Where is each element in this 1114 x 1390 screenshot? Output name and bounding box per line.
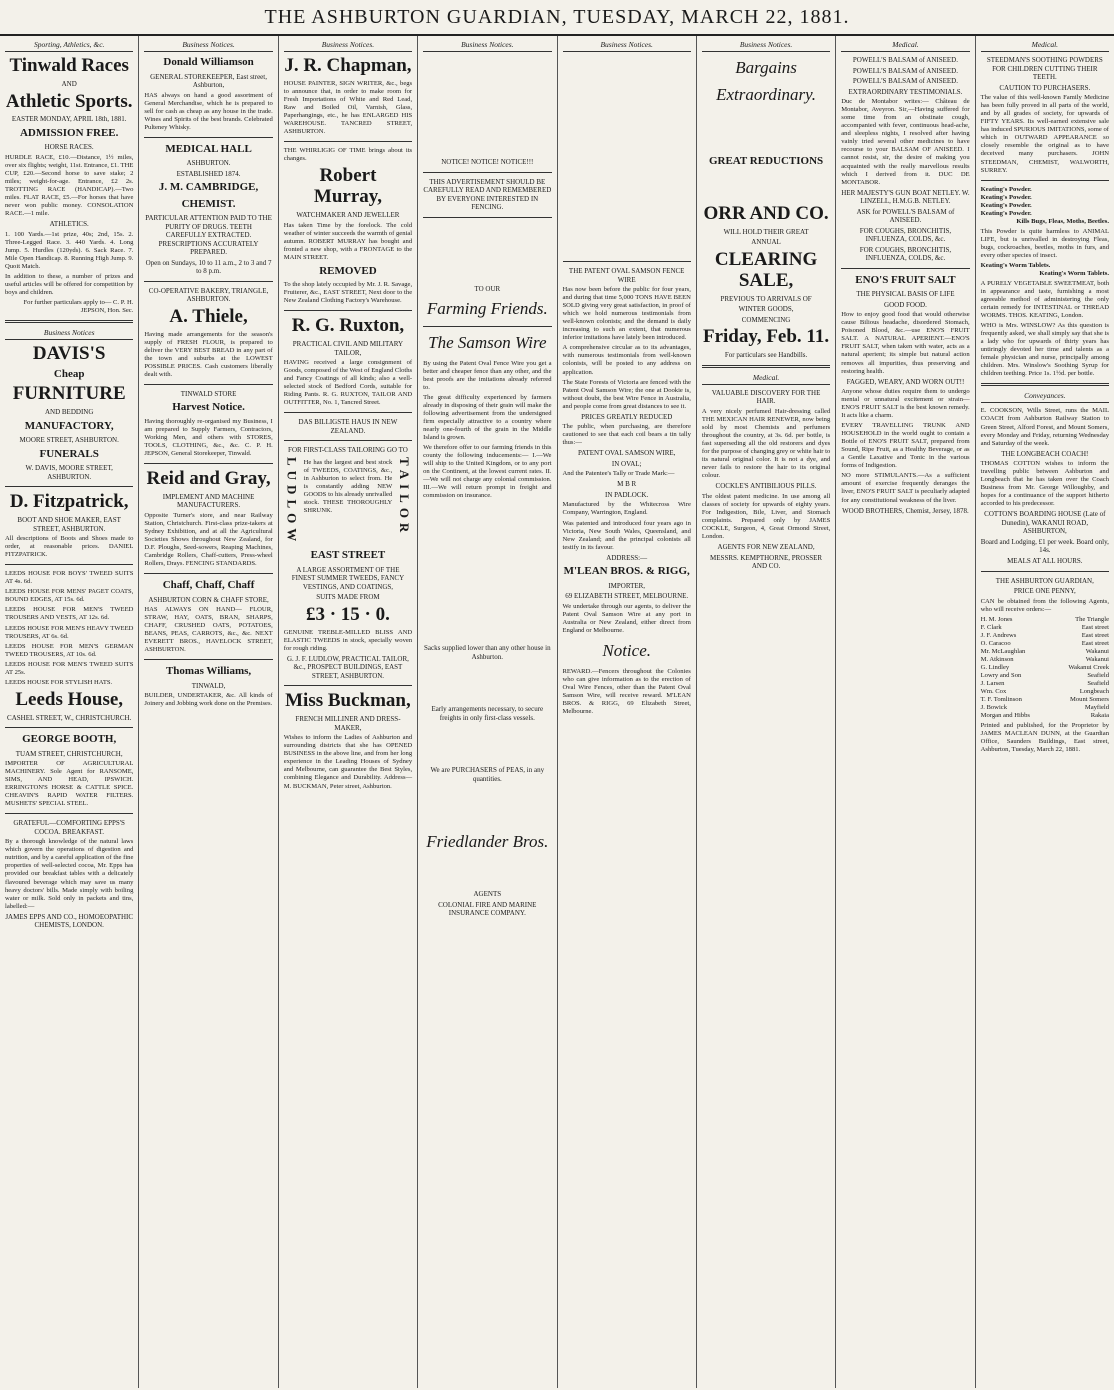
agents-list <box>981 616 1109 720</box>
agent-name: J. Larsen <box>980 679 1005 687</box>
ad-subtitle: DAS BILLIGSTE HAUS IN NEW ZEALAND. <box>298 418 398 435</box>
agent-name: Wm. Cox <box>980 687 1007 695</box>
ad-title: D. Fitzpatrick, <box>9 491 129 513</box>
list-item <box>981 656 1109 664</box>
ad-text: This Powder is quite harmless to ANIMAL LIFE, but is unrivalled in destroying Fleas, bugs, cockroaches, beetles, moths in furs, and every other species of insect. <box>980 227 1109 259</box>
ad-text: To the shop lately occupied by Mr. J. R. Savage, Fruiterer, &c., EAST STREET, Next door to the New Zealand Clothing Factory's Warehouse. <box>283 281 413 305</box>
ad-text: Having made arrangements for the season's supply of FRESH FLOUR, is prepared to deliver the VERY BEST BREAD in any part of the town and suburbs at the LOWEST POSSIBLE PRICES. Cash customers liberally dealt with. <box>144 330 273 378</box>
agent-place: Rakaia <box>1090 712 1109 719</box>
ad-subtitle: CO-OPERATIVE BAKERY, TRIANGLE, ASHBURTON. <box>148 286 269 304</box>
ad-subtitle: THE PATENT OVAL SAMSON FENCE WIRE <box>568 267 685 284</box>
column-head: Business Notices. <box>284 40 412 52</box>
list-item: Keating's Powder. <box>980 193 1032 201</box>
ad-text: And the Patentee's Tally or Trade Mark:— <box>562 470 675 478</box>
column-6 <box>697 36 836 1388</box>
ad-text: ASK for POWELL'S BALSAM of ANISEED. <box>856 207 955 225</box>
ad-text: PATENT OVAL SAMSON WIRE, <box>577 449 676 458</box>
ad-text: CAN be obtained from the following Agents, who will receive orders:— <box>980 597 1109 613</box>
list-item: LEEDS HOUSE FOR MEN'S GERMAN TWEED TROUSERS, AT 10s. 6d. <box>5 642 134 658</box>
ad-text: IN OVAL; <box>611 459 642 468</box>
column-3 <box>279 36 418 1388</box>
ad-subtitle: COCKLE'S ANTIBILIOUS PILLS. <box>715 482 817 491</box>
ad-text: HER MAJESTY'S GUN BOAT NETLEY. W. LINZELL, H.M.G.B. NETLEY. <box>841 188 970 206</box>
ad-subtitle: PRACTICAL CIVIL AND MILITARY TAILOR, <box>292 340 404 357</box>
ad-subtitle: GOOD FOOD. <box>884 300 927 309</box>
ad-text: Sacks supplied lower than any other house in Ashburton. <box>424 644 551 661</box>
list-item <box>981 664 1109 672</box>
column-head: Business Notices <box>5 328 133 340</box>
ad-text: A LARGE ASSORTMENT OF THE FINEST SUMMER TWEEDS, FANCY VESTINGS, AND COATINGS, <box>291 565 405 591</box>
ad-text: ANNUAL <box>751 238 781 247</box>
vertical-text: LUDLOW <box>284 457 300 547</box>
ad-subtitle: FUNERALS <box>39 447 99 460</box>
agent-name: O. Caracoo <box>980 639 1011 647</box>
ad-title: Miss Buckman, <box>285 690 411 712</box>
section-head: ATHLETICS. <box>49 220 89 229</box>
agent-name: H. M. Jones <box>980 615 1013 623</box>
ad-text: Anyone whose duties require them to undergo mental or unnatural excitement or strain—ENO'S FRUIT SALT is the best known remedy. It acts like a charm. <box>841 388 970 420</box>
ad-subtitle: ADMISSION FREE. <box>19 126 119 139</box>
ad-title: Thomas Williams, <box>165 665 252 678</box>
ad-text: In addition to these, a number of prizes and useful articles will be offered for competition by boys and children. <box>5 272 134 296</box>
list-item: LEEDS HOUSE FOR MEN'S HEAVY TWEED TROUSERS, AT 6s. 6d. <box>5 624 134 640</box>
column-head: Business Notices. <box>563 40 691 52</box>
ad-title: DAVIS'S <box>32 343 106 365</box>
column-head: Conveyances. <box>981 391 1109 403</box>
ad-text: W. DAVIS, MOORE STREET, ASHBURTON. <box>25 464 113 481</box>
agent-place: Wakanui <box>1085 655 1109 663</box>
ad-subtitle: ASHBURTON CORN & CHAFF STORE, <box>148 595 269 604</box>
ad-title: J. R. Chapman, <box>284 55 412 77</box>
agent-place: Wakanui <box>1085 647 1109 655</box>
agent-place: East street <box>1081 639 1109 647</box>
agent-place: Mayfield <box>1084 703 1109 711</box>
ad-text: He has the largest and best stock of TWEEDS, COATINGS, &c., in Ashburton to select from. He is constantly adding NEW GOODS to his already unrivalled stock. THESE THOROUGHLY SHRUNK. <box>303 459 393 515</box>
agent-place: Longbeach <box>1079 687 1109 695</box>
imprint: Printed and published, for the Proprietor by JAMES MACLEAN DUNN, at the Guardian Office, Saunders Buildings, East street, Ashburton, Tuesday, March 22, 1881. <box>980 722 1109 754</box>
ad-text: GENERAL STOREKEEPER, East street, Ashburton, <box>150 72 267 90</box>
list-item <box>981 704 1109 712</box>
ad-text: BUILDER, UNDERTAKER, &c. All kinds of Joinery and Jobbing work done on the Premises. <box>144 692 273 708</box>
agent-name: F. Clark <box>980 623 1002 631</box>
ad-text: G. J. F. LUDLOW, PRACTICAL TAILOR, &c., PROSPECT BUILDINGS, EAST STREET, ASHBURTON. <box>286 654 409 680</box>
ad-text: HURDLE RACE, £10.—Distance, 1½ miles, over six flights; weight, 11st. Entrance, £1. THE CUP, £20.—Second horse to save stake; 2 miles; weight-for-age. Entrance, £2 2s. TROTTING RACE (HANDICAP).—Two miles. FLAT RACE, £5.—For horses that have never won public money. CONSOLATION RACE.—1 mile. <box>5 153 134 218</box>
ad-text: HAVING received a large consignment of Goods, composed of the West of England Cloths and Fancy Coatings of all kinds; also a well-selected stock of Bedford Cords, suitable for Riding Pants. R. G. RUXTON, TAILOR AND OUTFITTER, No. 1, Tancred Street. <box>283 359 413 407</box>
ad-subtitle: GRATEFUL—COMFORTING EPPS'S COCOA. BREAKFAST. <box>13 819 125 836</box>
list-item <box>981 624 1109 632</box>
vertical-text: TAILOR <box>397 457 413 538</box>
list-item: LEEDS HOUSE FOR MENS' PAGET COATS, BOUND EDGES, AT 15s. 6d. <box>5 588 134 604</box>
ad-text: BOOT AND SHOE MAKER, EAST STREET, ASHBURTON. <box>17 516 121 533</box>
list-item: Keating's Powder. <box>980 185 1032 193</box>
ad-text: The State Forests of Victoria are fenced with the Patent Oval Samson Wire; the one at Dookie is, without doubt, the best Wire Fence in Australia, and people come from great distances to see it. <box>562 378 691 410</box>
ad-text: MOORE STREET, ASHBURTON. <box>19 436 119 445</box>
ad-text: WHO is Mrs. WINSLOW? As this question is frequently asked, we shall simply say that she is a lady who for upwards of thirty years has untiringly devoted her time and talents as a female physician and nurse, principally among children. Mrs. Winslow's Soothing Syrup for children teething. Price 1s. 1½d. per bottle. <box>980 322 1109 378</box>
ad-text: The public, when purchasing, are therefore cautioned to see that each coil bears a tin tally thus:— <box>562 423 691 447</box>
ad-title: ENO'S FRUIT SALT <box>855 273 956 286</box>
ad-title: FURNITURE <box>12 383 126 405</box>
ad-text: The great difficulty experienced by farmers already in disposing of their grain will make the following advertisement from the undersigned firm especially attractive to a country where nearly one-fourth of the grain in the Middle Island is grown. <box>423 393 552 442</box>
ad-title: Donald Williamson <box>163 56 254 69</box>
list-item <box>981 672 1109 680</box>
ad-text: Having thoroughly re-organised my Business, I am prepared to Supply Farmers, Contractors, Working Men, and others with STORES, TOOLS, CLOTHING, &c., &c. C. P. H. JEPSON, General Storekeeper, Tinwald. <box>144 417 273 457</box>
ad-title: Leeds House, <box>15 688 124 710</box>
ad-subtitle: THE PHYSICAL BASIS OF LIFE <box>856 290 955 299</box>
ad-text: COLONIAL FIRE AND MARINE INSURANCE COMPANY. <box>438 900 537 918</box>
ad-text: MEALS AT ALL HOURS. <box>1007 556 1083 565</box>
ad-text: TUAM STREET, CHRISTCHURCH, <box>15 749 123 758</box>
ad-text: ASHBURTON. <box>186 159 231 168</box>
ad-text: Board and Lodging, £1 per week. Board only, 14s. <box>980 537 1109 555</box>
ad-text: HAS always on hand a good assortment of General Merchandise, which he is prepared to sell for cash as cheap as any house in the trade. Wines and Spirits of the best brands. Celebrated Pulteney Whisky. <box>144 91 273 131</box>
agent-name: M. Atkinson <box>980 655 1014 663</box>
ad-text: REWARD.—Fencers throughout the Colonies who can give information as to the erection of Oval Wire Fences, other than the Patent Oval Samson Wire, will receive reward. M'LEAN BROS. & RIGG, 69 Elizabeth Street, Melbourne. <box>562 667 691 715</box>
section-head: HORSE RACES. <box>44 143 94 152</box>
ad-title: Bargains <box>735 58 797 78</box>
list-item: Keating's Powder. <box>980 201 1032 209</box>
ad-title: Robert Murray, <box>313 165 382 208</box>
list-item: POWELL'S BALSAM of ANISEED. <box>852 77 958 86</box>
ad-title: Friday, Feb. 11. <box>702 326 830 348</box>
ad-title: M'LEAN BROS. & RIGG, <box>563 565 690 578</box>
agent-name: J. Bowick <box>980 703 1007 711</box>
ad-subtitle: FRENCH MILLINER AND DRESS-MAKER, <box>295 715 401 732</box>
agent-name: G. Lindley <box>980 663 1010 671</box>
ad-text: Manufactured by the Whitecross Wire Company, Warrington, England. <box>562 501 691 517</box>
list-item: FOR COUGHS, BRONCHITIS, INFLUENZA, COLDS, &c. <box>859 226 952 244</box>
ad-text: IMPORTER, <box>608 581 646 590</box>
agent-name: T. F. Tomlinson <box>980 695 1022 703</box>
column-8 <box>976 36 1114 1388</box>
agent-name: J. F. Andrews <box>980 631 1017 639</box>
list-item: POWELL'S BALSAM of ANISEED. <box>852 66 958 75</box>
list-item <box>981 648 1109 656</box>
ad-title: Extraordinary. <box>716 84 817 104</box>
ad-text: Early arrangements necessary, to secure freights in only first-class vessels. <box>431 705 544 722</box>
ludlow-block <box>284 457 412 546</box>
ad-title: Friedlander Bros. <box>426 831 549 851</box>
list-item: LEEDS HOUSE FOR MEN'S TWEED SUITS AT 25s. <box>5 660 134 676</box>
ad-text: IN PADLOCK. <box>605 490 649 499</box>
ad-text: For further particulars apply to— C. P. H. JEPSON, Hon. Sec. <box>23 298 134 314</box>
column-head: Medical. <box>702 373 830 385</box>
ad-text: The oldest patent medicine. In use among all classes of society for upwards of eighty years. For Indigestion, Bile, Liver, and Stomach complaints. Prepared only by JAMES COCKLE, Surgeon, 4, Great Ormond Street, London. <box>701 492 831 540</box>
ad-text: ESTABLISHED 1874. <box>176 169 241 178</box>
ad-subtitle: Keating's Worm Tablets. <box>980 261 1051 269</box>
ad-subtitle: Keating's Worm Tablets. <box>1039 269 1109 277</box>
ad-text: CASHEL STREET, W., CHRISTCHURCH. <box>7 713 132 722</box>
ad-text: Was patented and introduced four years ago in Victoria, New South Wales, Queensland, and New Zealand; and the principal colonists all testify in its favour. <box>562 519 691 551</box>
ad-title: J. M. CAMBRIDGE, <box>158 181 259 194</box>
column-head: Business Notices. <box>144 40 272 52</box>
ad-subtitle: Cheap <box>53 368 85 381</box>
list-item <box>981 688 1109 696</box>
ad-text: ADDRESS:— <box>606 553 648 562</box>
ad-text: Wishes to inform the Ladies of Ashburton and surrounding districts that she has OPENED BUSINESS in the above line, and from her long experience in the Leading Houses of Sydney and Melbourne, can guarantee the Best Styles, combining Elegance and Durability. Address—M. BUCKMAN, Peter street, Ashburton. <box>283 734 413 790</box>
column-7 <box>836 36 975 1388</box>
ad-subtitle: CAUTION TO PURCHASERS. <box>999 83 1091 92</box>
ad-text: A comprehensive circular as to its advantages, with numerous testimonials from well-known colonists, will be posted to any address on application. <box>562 344 691 376</box>
ad-text: M B R <box>617 480 637 489</box>
ad-title: Chaff, Chaff, Chaff <box>162 579 255 592</box>
column-4 <box>418 36 557 1388</box>
ad-text: IMPORTER OF AGRICULTURAL MACHINERY. Sole Agent for RANSOME, SIMS, AND HEAD, IPSWICH. ERRINGTON'S HORSE & CATTLE SPICE. CHEAVIN'S RAPID WATER FILTERS. MUSHETS' SPECIAL STEEL. <box>5 760 134 808</box>
ad-text: 1. 100 Yards.—1st prize, 40s; 2nd, 15s. 2. Three-Legged Race. 3. 440 Yards. 4. Long Jump. 5. Hurdles (120yds). 6. Sack Race. 7. Mile Open Handicap. 8. Running High Jump. 9. Quoit Match. <box>5 230 134 270</box>
column-head: Business Notices. <box>702 40 830 52</box>
agent-place: Mount Somers <box>1069 695 1109 703</box>
list-item: Keating's Powder. <box>980 209 1032 217</box>
ad-subtitle: TINWALD, <box>191 681 226 690</box>
ad-text: HAS ALWAYS ON HAND— FLOUR, STRAW, HAY, OATS, BRAN, SHARPS, CHAFF, CRUSHED OATS, POTATOES, BEANS, PEAS, CARROTS, &c., &c. NEXT EVERETT BROS., HAVELOCK STREET, ASHBURTON. <box>144 606 273 654</box>
ad-title: R. G. Ruxton, <box>291 315 405 337</box>
ad-text: WOOD BROTHERS, Chemist, Jersey, 1878. <box>842 506 969 515</box>
ad-text: AGENTS <box>473 890 502 899</box>
list-item <box>981 680 1109 688</box>
ad-text: Opposite Turner's store, and near Railway Station, Christchurch. First-class prize-takers at Sydney Exhibition, and at all the Agricultural Societies Shows throughout New Zealand, for D.F. Ploughs, Seed-sowers, Reaping Machines, Cambridge Rollers, Chaff-cutters, Press-wheel Rollers, Drays. FENCING STANDARDS. <box>144 511 273 568</box>
column-head: Business Notices. <box>423 40 551 52</box>
agent-place: Seafield <box>1087 671 1109 679</box>
list-item: FOR COUGHS, BRONCHITIS, INFLUENZA, COLDS, &c. <box>859 245 952 263</box>
ad-subtitle: WATCHMAKER AND JEWELLER <box>296 211 400 220</box>
ad-text: For particulars see Handbills. <box>724 351 808 360</box>
ad-subtitle: COTTON'S BOARDING HOUSE (Late of Dunedin), WAKANUI ROAD, ASHBURTON, <box>984 510 1106 536</box>
columns <box>0 36 1114 1388</box>
list-item: LEEDS HOUSE FOR BOYS' TWEED SUITS AT 4s. 6d. <box>5 570 134 586</box>
ad-text: The value of this well-known Family Medicine has been fully proved in all parts of the world, and by all grades of society, for upwards of FIFTY YEARS. Its well-earned extensive sale has induced SPURIOUS IMITATIONS, some of which in OUTWARD APPEARANCE so closely resemble the original as to have deceived many purchasers. JOHN STEEDMAN, CHEMIST, WALWORTH, SURREY. <box>980 94 1109 174</box>
ad-title: Tinwald Races <box>9 55 129 77</box>
list-item <box>981 696 1109 704</box>
ad-text: HOUSE PAINTER, SIGN WRITER, &c., begs to announce that, in order to make room for Fresh Importations of White and Red Lead, Raw and Boiled Oil, Varnish, Glass, Paperhangings, etc., he has ENLARGED HIS WAREHOUSE. TANCRED STREET, ASHBURTON. <box>283 80 413 136</box>
ad-text: MESSRS. KEMPTHORNE, PROSSER AND CO. <box>710 553 823 571</box>
column-5 <box>558 36 697 1388</box>
price: £3 · 15 · 0. <box>305 603 390 625</box>
agent-place: East street <box>1081 623 1109 631</box>
list-item: LEEDS HOUSE FOR STYLISH HATS. <box>5 678 113 686</box>
ad-text: We are PURCHASERS of PEAS, in any quantities. <box>430 766 545 783</box>
ad-text: THOMAS COTTON wishes to inform the travelling public between Ashburton and Longbeach that he has taken over the Coach Business from Mr. George Willoughby, and hopes for a continuance of the support hitherto accorded to his predecessor. <box>980 460 1109 508</box>
ad-text: Duc de Montabor writes:— Château de Montabor, Aveyron. Sir,—Having suffered for some time from an obstinate cough, accompanied with fever, continuous head-ache, and sleepless nights, I resolved after having vainly tried several other medicines to have recourse to your BALSAM OF ANISEED. I cannot resist, sir, the desire of making you acquainted with the really marvellous results which I derived from it. DUC DE MONTABOR. <box>841 98 970 186</box>
list-item <box>981 640 1109 648</box>
ad-title: Reid and Gray, <box>146 468 271 489</box>
ad-subtitle: EAST STREET <box>310 549 386 562</box>
ad-subtitle: IMPLEMENT AND MACHINE MANUFACTURERS. <box>162 492 255 510</box>
ad-subtitle: REMOVED <box>319 264 377 277</box>
ad-text: WINTER GOODS, <box>738 305 794 314</box>
ad-text: By using the Patent Oval Fence Wire you get a better and cheaper fence than any other, and the best proofs are the imitations already referred to. <box>423 359 552 391</box>
agent-name: Morgan and Hibbs <box>980 712 1030 719</box>
ad-text: E. COOKSON, Wills Street, runs the MAIL COACH from Ashburton Railway Station to Green Street, Alford Forest, and Mount Somers, every Monday and Friday, returning Wednesday and Saturday of the week. <box>980 407 1109 447</box>
ad-title: Farming Friends. <box>426 299 548 319</box>
ad-subtitle: THE ASHBURTON GUARDIAN, <box>995 576 1094 585</box>
ad-text: AND <box>61 80 77 89</box>
ad-text: All descriptions of Boots and Shoes made to order, at reasonable prices. DANIEL FITZPATRICK. <box>5 535 134 559</box>
column-head: Medical. <box>981 40 1109 52</box>
ad-title: GREAT REDUCTIONS <box>708 154 824 167</box>
ad-text: EVERY TRAVELLING TRUNK AND HOUSEHOLD in the world ought to contain a Bottle of ENO'S FRUIT SALT, prepared from Sound, Ripe Fruit, as a Healthy Beverage, or as a Gentle Laxative and Tonic in the various forms of Indigestion. <box>841 422 970 470</box>
ad-title: Harvest Notice. <box>172 401 245 414</box>
ad-text: Kills Bugs, Fleas, Moths, Beetles. <box>1016 217 1109 225</box>
ad-text: PRICE ONE PENNY, <box>1013 587 1076 596</box>
ad-text: A very nicely perfumed Hair-dressing called THE MEXICAN HAIR RENEWER, now being sold by most Chemists and perfumers throughout the country, at 3s. 6d. per bottle, is fast superseding all the old restorers and dyes for the purpose of changing grey or white hair to its natural original color. It is not a dye, and never fails to restore the hair to its original colour. <box>701 407 831 480</box>
list-item <box>981 712 1109 720</box>
ad-text: A PURELY VEGETABLE SWEETMEAT, both in appearance and taste, furnishing a most agreeable method of administering the only certain remedy for INTESTINAL or THREAD WORMS. THOS. KEATING, London. <box>980 279 1109 320</box>
agent-name: Lowry and Son <box>980 671 1022 679</box>
ad-text: Open on Sundays, 10 to 11 a.m., 2 to 3 and 7 to 8 p.m. <box>145 258 272 276</box>
column-head: Medical. <box>841 40 969 52</box>
ad-title: GEORGE BOOTH, <box>22 733 117 746</box>
ad-title: A. Thiele, <box>169 305 248 327</box>
ad-text: 69 ELIZABETH STREET, MELBOURNE. <box>565 592 689 601</box>
list-item <box>981 616 1109 624</box>
ad-subtitle: TINWALD STORE <box>180 389 237 398</box>
column-2 <box>139 36 278 1388</box>
ad-title: Notice. <box>602 640 651 660</box>
ad-subtitle: EXTRAORDINARY TESTIMONIALS. <box>848 87 963 96</box>
ad-subtitle: VALUABLE DISCOVERY FOR THE HAIR. <box>711 388 821 406</box>
ad-title: Athletic Sports. <box>5 90 133 112</box>
ad-text: PREVIOUS TO ARRIVALS OF <box>720 294 812 303</box>
ad-text: THIS ADVERTISEMENT SHOULD BE CAREFULLY READ AND REMEMBERED BY EVERYONE INTERESTED IN FENCING. <box>423 177 552 212</box>
ad-text: By a thorough knowledge of the natural laws which govern the operations of digestion and nutrition, and by a careful application of the fine properties of well-selected cocoa, Mr. Epps has provided our breakfast tables with a delicately flavoured beverage which may save us many heavy doctors' bills. Made simply with boiling water or milk. Sold only in packets and tins, labelled:— <box>5 838 134 910</box>
ad-subtitle: FAGGED, WEARY, AND WORN OUT!! <box>846 377 965 386</box>
ad-text: COMMENCING <box>741 315 791 324</box>
ad-text: AGENTS FOR NEW ZEALAND, <box>717 542 815 551</box>
ad-text: We therefore offer to our farming friends in this county the following inducements:— I.—We will ship to the United Kingdom, or to any port on the Continent, at the lowest current rates. II.—We will not charge any colonial commission. III.—We will return prompt in freight and commission on insurance. <box>423 444 552 500</box>
ad-subtitle: THE LONGBEACH COACH! <box>1001 449 1089 458</box>
ad-text: TO OUR <box>474 284 501 293</box>
ad-title: ORR AND CO. <box>703 203 829 225</box>
ad-subtitle: STEEDMAN'S SOOTHING POWDERS FOR CHILDREN CUTTING THEIR TEETH. <box>986 56 1103 82</box>
ad-subtitle: SUITS MADE FROM <box>316 593 380 602</box>
ad-subtitle: CHEMIST. <box>181 197 236 210</box>
list-item: LEEDS HOUSE FOR MEN'S TWEED TROUSERS AND VESTS, AT 12s. 6d. <box>5 606 134 622</box>
agent-place: Seafield <box>1087 679 1109 687</box>
ad-text: PARTICULAR ATTENTION PAID TO THE PURITY OF DRUGS. TEETH CAREFULLY EXTRACTED. PRESCRIPTIONS ACCURATELY PREPARED. <box>145 214 272 257</box>
ad-text: How to enjoy good food that would otherwise cause Bilious headache, disordered Stomach, Poisoned Blood, &c.—use ENO'S FRUIT SALT. A NATURAL APERIENT.—ENO'S FRUIT SALT, when taken with water, acts as a natural aperient; its simple but natural action removes all impurities, thus preserving and restoring health. <box>841 311 970 375</box>
agent-name: Mr. McLaughlan <box>980 647 1026 655</box>
ad-title: MEDICAL HALL <box>165 142 252 155</box>
ad-text: Has taken Time by the forelock. The cold weather of winter succeeds the warmth of genial autumn. ROBERT MURRAY has bought and fronted a new shop, with a FRONTAGE to the MAIN STREET. <box>283 221 413 261</box>
ad-title: The Samson Wire <box>428 333 547 353</box>
ad-subtitle: FOR FIRST-CLASS TAILORING GO TO <box>288 446 408 455</box>
agent-place: The Triangle <box>1075 615 1109 623</box>
ad-subtitle: NOTICE! NOTICE! NOTICE!!! <box>441 158 534 167</box>
ad-text: JAMES EPPS AND CO., HOMOEOPATHIC CHEMISTS, LONDON. <box>5 912 134 930</box>
agent-place: Wakanui Creek <box>1068 663 1109 671</box>
ad-text: Has now been before the public for four years, and during that time 5,000 TONS HAVE BEEN SOLD giving very great satisfaction, in proof of which we hold numerous testimonials from well-known colonists; and the demand is daily increasing to such an extent, that numerous inferior imitations have lately been introduced. <box>562 286 691 342</box>
ad-text: NO more STIMULANTS.—As a sufficient amount of exercise frequently deranges the liver, ENO'S FRUIT SALT is peculiarly adapted for any constitutional weakness of the liver. <box>841 472 970 504</box>
list-item <box>981 632 1109 640</box>
masthead: THE ASHBURTON GUARDIAN, TUESDAY, MARCH 22, 1881. <box>0 0 1114 36</box>
ad-subtitle: MANUFACTORY, <box>24 419 114 432</box>
ad-text: AND BEDDING <box>44 408 94 417</box>
ad-subtitle: PRICES GREATLY REDUCED <box>581 412 673 421</box>
list-item: POWELL'S BALSAM of ANISEED. <box>852 56 958 65</box>
ad-title: CLEARING SALE, <box>714 248 818 291</box>
column-head: Sporting, Athletics, &c. <box>5 40 133 52</box>
column-1 <box>0 36 139 1388</box>
ad-text: We undertake through our agents, to deliver the Patent Oval Samson Wire at any port in Australia or New Zealand, either direct from England or Melbourne. <box>562 602 691 634</box>
ad-date: EASTER MONDAY, APRIL 18th, 1881. <box>11 115 127 124</box>
agent-place: East street <box>1081 631 1109 639</box>
ad-text: GENUINE TREBLE-MILLED BLISS AND ELASTIC TWEEDS in stock, specially woven for rough riding. <box>283 628 413 652</box>
ad-text: WILL HOLD THEIR GREAT <box>723 227 809 236</box>
ad-text: THE WHIRLIGIG OF TIME brings about its changes. <box>283 147 413 163</box>
